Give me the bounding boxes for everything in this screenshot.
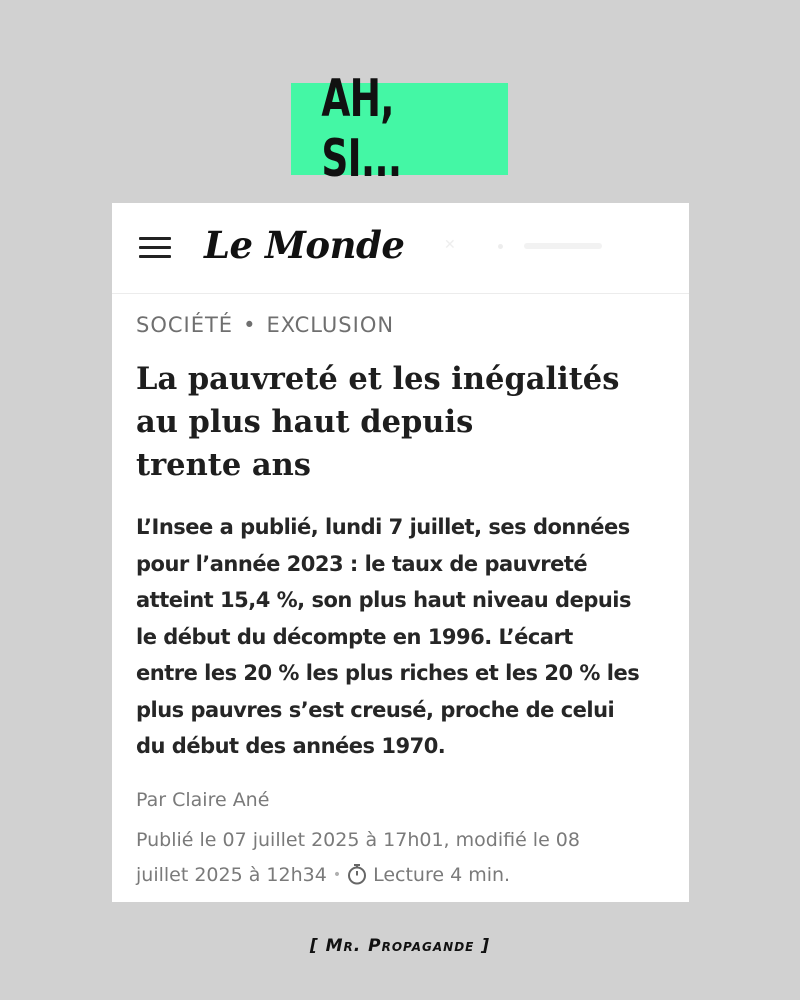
article-byline: Par Claire Ané xyxy=(136,789,270,811)
article-category xyxy=(136,313,394,337)
subcategory-link[interactable]: EXCLUSION xyxy=(266,313,395,337)
top-banner xyxy=(291,69,508,189)
reading-time: Lecture 4 min. xyxy=(373,864,511,886)
lead-line: plus pauvres s’est creusé, proche de celui xyxy=(136,697,615,722)
title-line: La pauvreté et les inégalités xyxy=(136,361,620,397)
published-line-2 xyxy=(136,858,676,897)
title-line: trente ans xyxy=(136,447,311,483)
modified-date: juillet 2025 à 12h34 xyxy=(136,864,327,886)
lead-line: pour l’année 2023 : le taux de pauvreté xyxy=(136,551,588,576)
article-title xyxy=(136,358,676,487)
lead-line: du début des années 1970. xyxy=(136,734,446,758)
lead-line: entre les 20 % les plus riches et les 20 % les xyxy=(136,661,640,685)
published-line: Publié le 07 juillet 2025 à 17h01, modifié le 08 xyxy=(136,829,580,851)
category-link[interactable]: SOCIÉTÉ xyxy=(136,313,234,337)
hamburger-menu-icon[interactable] xyxy=(139,237,171,259)
article-card xyxy=(112,203,689,902)
title-line: au plus haut depuis xyxy=(136,404,474,440)
site-header xyxy=(112,203,689,294)
category-separator: • xyxy=(243,313,257,337)
stopwatch-icon xyxy=(347,862,367,897)
dot-separator: • xyxy=(332,867,342,883)
lead-line: le début du décompte en 1996. L’écart xyxy=(136,624,573,649)
faded-close-icon: ✕ xyxy=(444,236,456,252)
faded-dot xyxy=(498,244,503,249)
faded-placeholder-bar xyxy=(524,243,602,249)
article-lead xyxy=(136,509,681,765)
lead-line: L’Insee a publié, lundi 7 juillet, ses données xyxy=(136,515,630,539)
lead-line: atteint 15,4 %, son plus haut niveau depuis xyxy=(136,588,632,612)
footer-signature: [ Mr. Propagande ] xyxy=(309,936,491,956)
banner-text: AH, SI... xyxy=(321,69,402,189)
article-dates xyxy=(136,823,676,897)
site-logo[interactable]: Le Monde xyxy=(204,223,405,267)
